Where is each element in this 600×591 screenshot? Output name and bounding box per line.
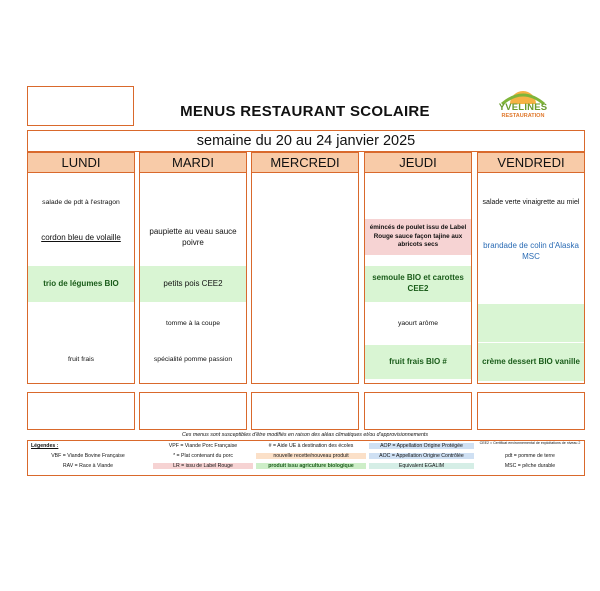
menu-accompagnement-lundi: trio de légumes BIO (28, 266, 134, 302)
extra-box-lundi (27, 392, 135, 430)
menu-plat-vendredi: brandade de colin d'Alaska MSC (483, 241, 579, 261)
menu-plat-jeudi: émincés de poulet issu de Label Rouge sauce façon tajine aux abricots secs (365, 219, 471, 255)
menu-accompagnement-jeudi: semoule BIO et carottes CEE2 (365, 266, 471, 302)
legend-box (27, 440, 585, 476)
day-column-jeudi (364, 152, 472, 384)
day-column-lundi (27, 152, 135, 384)
legend-aoc: AOC = Appellation Origine Contrôlée (369, 453, 474, 459)
menu-entree-lundi: salade de pdt à l'estragon (42, 199, 120, 207)
day-header-mercredi: MERCREDI (252, 153, 358, 173)
menu-plat-mardi: paupiette au veau sauce poivre (149, 227, 237, 247)
day-header-lundi: LUNDI (28, 153, 134, 173)
legend-vpf: VPF = Viande Porc Française (168, 443, 238, 449)
day-header-vendredi: VENDREDI (478, 153, 584, 173)
menu-accompagnement-mardi: petits pois CEE2 (140, 266, 246, 302)
menu-dessert-mardi: spécialité pomme passion (153, 356, 233, 364)
legend-msc: MSC = pêche durable (504, 463, 556, 469)
menu-dessert-vendredi: crème dessert BIO vanille (478, 343, 584, 381)
notice-text: Ces menus sont susceptibles d'être modifiés en raison des aléas climatiques et/ou d'approvisionnements (181, 432, 429, 438)
menu-fromage-jeudi: yaourt arôme (397, 320, 439, 328)
legend-cee2: CEE2 = Certificat environnemental de exploitations de niveau 2 (479, 441, 581, 445)
day-header-jeudi: JEUDI (365, 153, 471, 173)
week-banner: semaine du 20 au 24 janvier 2025 (27, 130, 585, 152)
menu-dessert-lundi: fruit frais (67, 356, 95, 364)
brand-sub: RESTAURATION (501, 113, 545, 119)
extra-box-jeudi (364, 392, 472, 430)
legend-aop: AOP = Appellation Origine Protégée (369, 443, 474, 449)
legend-nouvelle: nouvelle recette/nouveau produit (256, 453, 366, 459)
extra-box-mardi (139, 392, 247, 430)
day-column-mercredi (251, 152, 359, 384)
day-header-mardi: MARDI (140, 153, 246, 173)
menu-fromage-mardi: tomme à la coupe (165, 320, 221, 328)
menu-entree-vendredi: salade verte vinaigrette au miel (482, 199, 580, 207)
legend-bio: produit issu agriculture biologique (256, 463, 366, 469)
extra-box-mercredi (251, 392, 359, 430)
day-column-vendredi (477, 152, 585, 384)
brand-logo (488, 84, 558, 124)
logo-placeholder-box (27, 86, 134, 126)
brand-name: YVELINES (498, 102, 548, 113)
legend-pdt: pdt = pomme de terre (505, 453, 555, 459)
menu-dessert-jeudi: fruit frais BIO # (365, 345, 471, 379)
legend-title: Légendes : (31, 443, 59, 449)
legend-aide: # = Aide UE à destination des écoles (268, 443, 354, 449)
legend-vbf: VBF = Viande Bovine Française (51, 453, 125, 459)
legend-lr: LR = issu de Label Rouge (153, 463, 253, 469)
legend-egalim: Equivalent EGALIM (369, 463, 474, 469)
legend-rav: RAV = Race à Viande (62, 463, 114, 469)
page-title: MENUS RESTAURANT SCOLAIRE (180, 103, 430, 120)
menu-plat-lundi: cordon bleu de volaille (41, 232, 121, 242)
extra-box-vendredi (477, 392, 585, 430)
menu-empty-green-vendredi (478, 304, 584, 342)
legend-porc: * = Plat contenant du porc (173, 453, 233, 459)
day-column-mardi (139, 152, 247, 384)
